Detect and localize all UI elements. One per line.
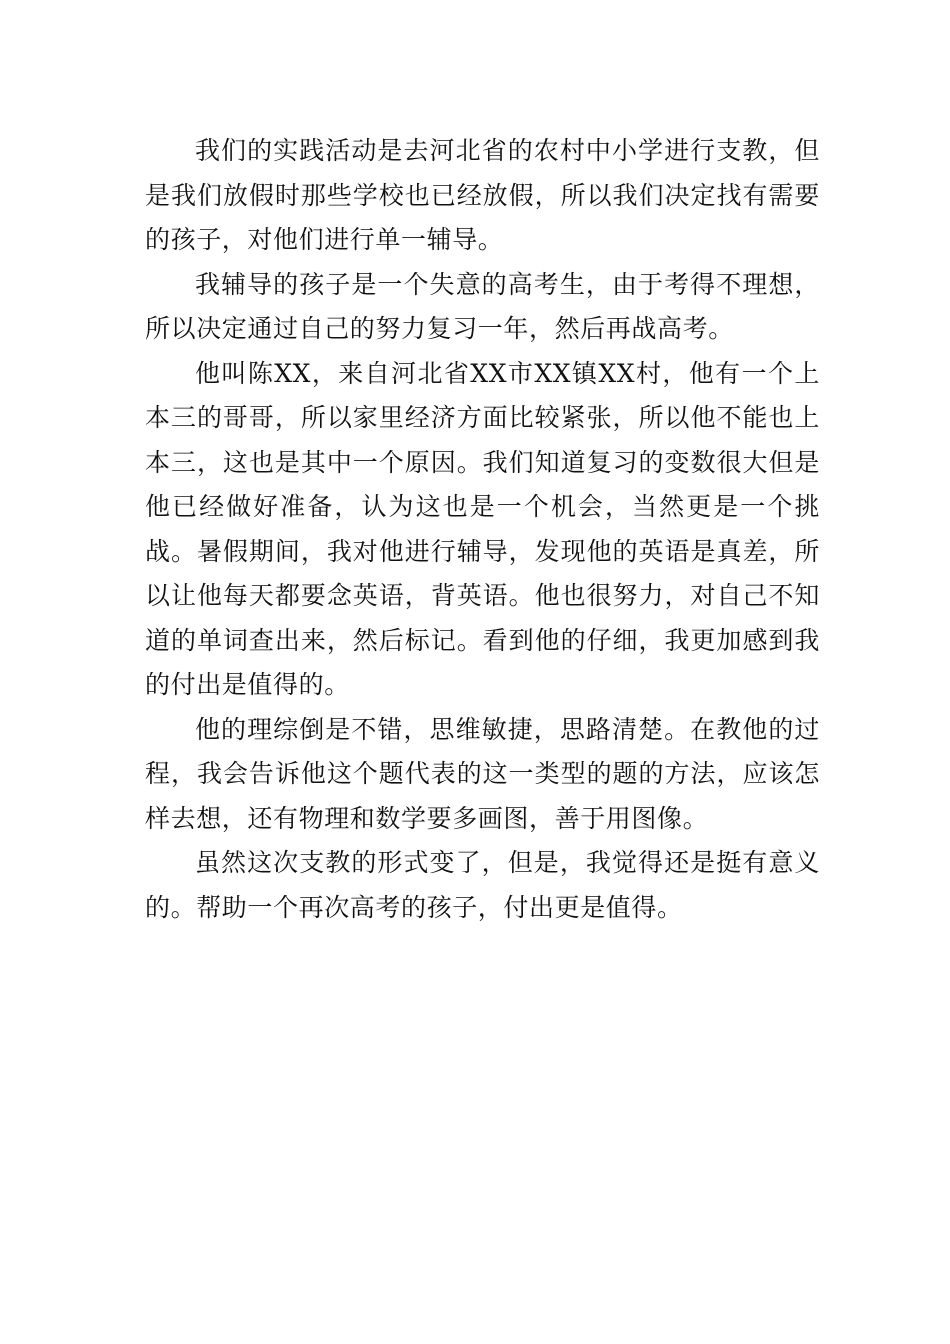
paragraph-3: 他叫陈XX，来自河北省XX市XX镇XX村，他有一个上本三的哥哥，所以家里经济方面比较紧张，所以他不能也上本三，这也是其中一个原因。我们知道复习的变数很大但是他已经做好准备，认为这也是一个机会，当然更是一个挑战。暑假期间，我对他进行辅导，发现他的英语是真差，所以让他每天都要念英语，背英语。他也很努力，对自己不知道的单词查出来，然后标记。看到他的仔细，我更加感到我的付出是值得的。 xyxy=(145,358,820,699)
paragraph-4: 他的理综倒是不错，思维敏捷，思路清楚。在教他的过程，我会告诉他这个题代表的这一类型的题的方法，应该怎样去想，还有物理和数学要多画图，善于用图像。 xyxy=(145,714,820,833)
paragraph-2: 我辅导的孩子是一个失意的高考生，由于考得不理想，所以决定通过自己的努力复习一年，然后再战高考。 xyxy=(145,269,820,343)
paragraph-5: 虽然这次支教的形式变了，但是，我觉得还是挺有意义的。帮助一个再次高考的孩子，付出更是值得。 xyxy=(145,848,820,922)
document-body xyxy=(145,129,820,930)
paragraph-1: 我们的实践活动是去河北省的农村中小学进行支教，但是我们放假时那些学校也已经放假，所以我们决定找有需要的孩子，对他们进行单一辅导。 xyxy=(145,136,820,254)
